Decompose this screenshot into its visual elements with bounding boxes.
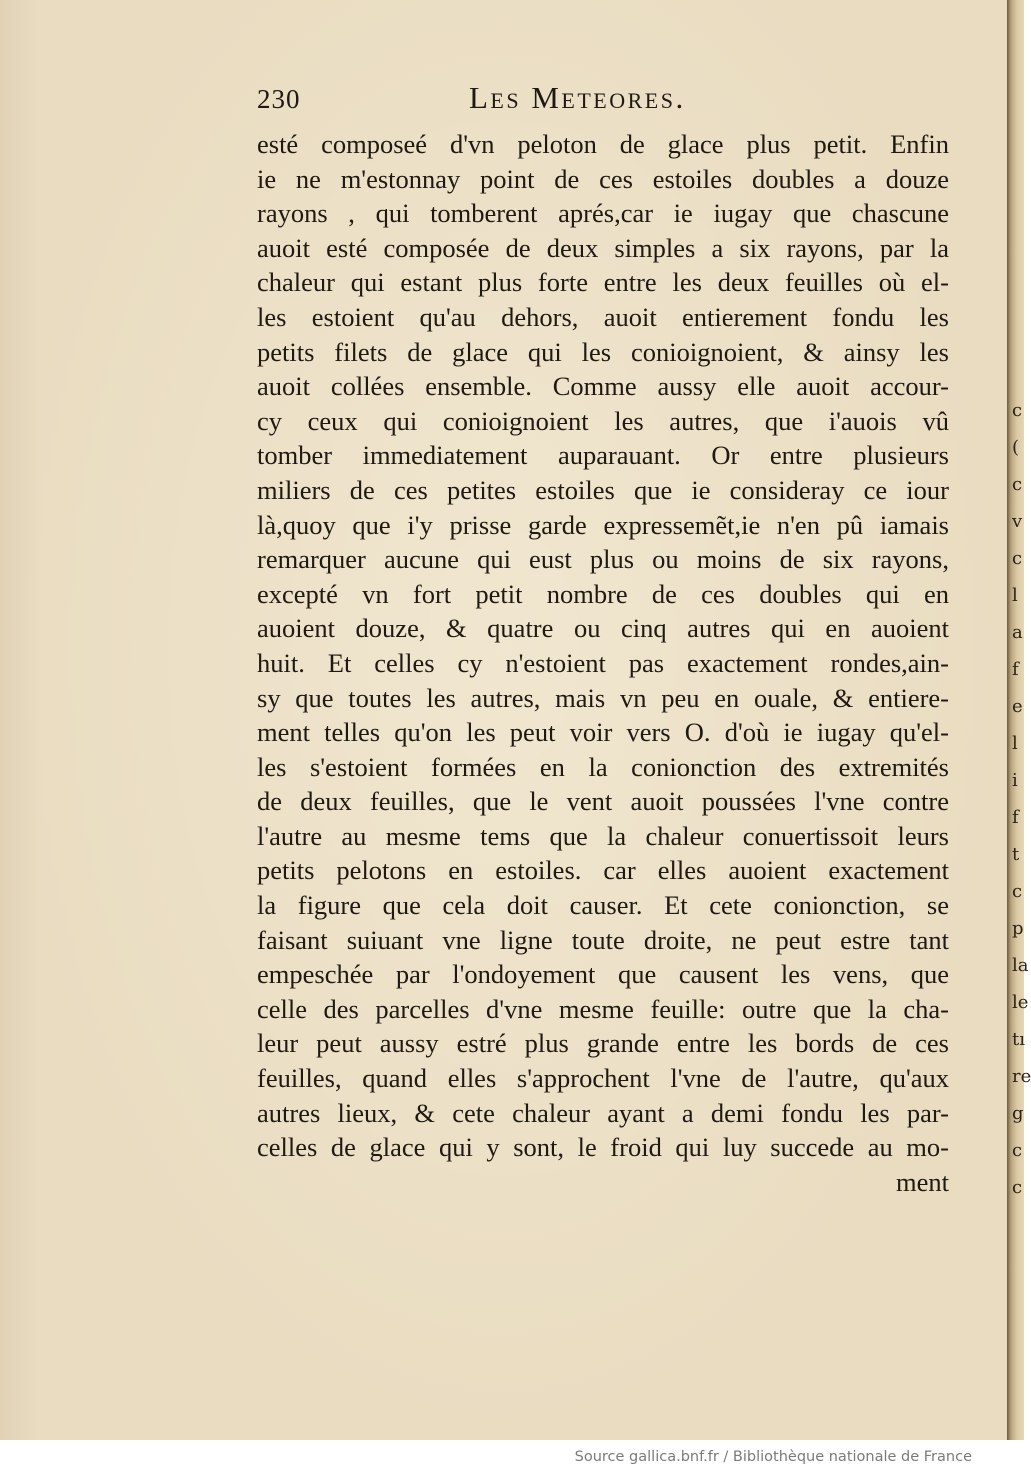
- text-line: esté composeé d'vn peloton de glace plus petit. Enfin: [257, 129, 949, 159]
- text-line: remarquer aucune qui eust plus ou moins de six rayons,: [257, 544, 949, 575]
- source-bar: [0, 1440, 1024, 1476]
- body-text: [257, 127, 949, 1199]
- edge-letter: l: [1012, 585, 1018, 606]
- text-line: auoit collées ensemble. Comme aussy elle auoit accour-: [257, 371, 949, 402]
- text-line: petits pelotons en estoiles. car elles auoient exactement: [257, 855, 949, 886]
- text-line: petits filets de glace qui les conioignoient, & ainsy les: [257, 336, 949, 367]
- text-line: leur peut aussy estré plus grande entre les bords de ces: [257, 1028, 949, 1059]
- edge-letter: c: [1012, 400, 1023, 421]
- text-line: celle des parcelles d'vne mesme feuille: outre que la cha-: [257, 993, 949, 1024]
- edge-letter: a: [1012, 622, 1023, 643]
- text-line: les estoient qu'au dehors, auoit entierement fondu les: [257, 301, 949, 332]
- edge-letter: e: [1012, 696, 1023, 717]
- text-line: empeschée par l'ondoyement que causent les vens, que: [257, 959, 949, 990]
- running-head: [257, 80, 947, 120]
- facing-page-edge: [1007, 0, 1031, 1440]
- text-line: la figure que cela doit causer. Et cete conionction, se: [257, 890, 949, 921]
- edge-letter: tı: [1012, 1029, 1025, 1050]
- text-line: tomber immediatement auparauant. Or entre plusieurs: [257, 440, 949, 471]
- text-line: faisant suiuant vne ligne toute droite, ne peut estre tant: [257, 924, 949, 955]
- edge-letter: f: [1012, 659, 1019, 680]
- edge-letter: c: [1012, 474, 1023, 495]
- edge-letter: c: [1012, 881, 1023, 902]
- text-line: rayons , qui tomberent aprés,car ie iugay que chascune: [257, 198, 949, 229]
- text-line: auoit esté composée de deux simples a six rayons, par la: [257, 232, 949, 263]
- edge-letter: p: [1012, 918, 1024, 939]
- edge-letter: t: [1012, 844, 1020, 865]
- text-line: ie ne m'estonnay point de ces estoiles doubles a douze: [257, 163, 949, 194]
- text-line: sy que toutes les autres, mais vn peu en ouale, & entiere-: [257, 682, 949, 713]
- edge-letter: (: [1012, 437, 1020, 458]
- text-line: autres lieux, & cete chaleur ayant a demi fondu les par-: [257, 1097, 949, 1128]
- edge-letter: i: [1012, 770, 1018, 791]
- text-line: auoient douze, & quatre ou cinq autres qui en auoient: [257, 613, 949, 644]
- text-line: chaleur qui estant plus forte entre les deux feuilles où el-: [257, 267, 949, 298]
- edge-letter: le: [1012, 992, 1029, 1013]
- source-credit: Source gallica.bnf.fr / Bibliothèque nationale de France: [574, 1449, 972, 1465]
- edge-letter: g: [1012, 1103, 1024, 1124]
- text-line: ment telles qu'on les peut voir vers O. d'où ie iugay qu'el-: [257, 717, 949, 748]
- text-line: miliers de ces petites estoiles que ie consideray ce iour: [257, 474, 949, 505]
- edge-letter: la: [1012, 955, 1029, 976]
- text-line: feuilles, quand elles s'approchent l'vne de l'autre, qu'aux: [257, 1063, 949, 1094]
- edge-letter: l: [1012, 733, 1018, 754]
- edge-letter: v: [1012, 511, 1023, 532]
- edge-letter: f: [1012, 807, 1019, 828]
- edge-letter: c: [1012, 548, 1023, 569]
- edge-letter: c: [1012, 1140, 1023, 1161]
- text-line: celles de glace qui y sont, le froid qui luy succede au mo-: [257, 1132, 949, 1163]
- text-line: l'autre au mesme tems que la chaleur conuertissoit leurs: [257, 820, 949, 851]
- text-line: cy ceux qui conioignoient les autres, que i'auois vû: [257, 405, 949, 436]
- edge-letter: c: [1012, 1177, 1023, 1198]
- running-title: Les Meteores.: [469, 80, 686, 115]
- edge-letter: re: [1012, 1066, 1031, 1087]
- text-line: de deux feuilles, que le vent auoit poussées l'vne contre: [257, 786, 949, 817]
- text-line: excepté vn fort petit nombre de ces doubles qui en: [257, 578, 949, 609]
- text-line: ment: [896, 1166, 949, 1197]
- text-line: huit. Et celles cy n'estoient pas exactement rondes,ain-: [257, 647, 949, 678]
- text-line: les s'estoient formées en la conionction des extremités: [257, 751, 949, 782]
- text-line: là,quoy que i'y prisse garde expressemẽt,ie n'en pû iamais: [257, 509, 949, 540]
- page-number: 230: [257, 84, 301, 114]
